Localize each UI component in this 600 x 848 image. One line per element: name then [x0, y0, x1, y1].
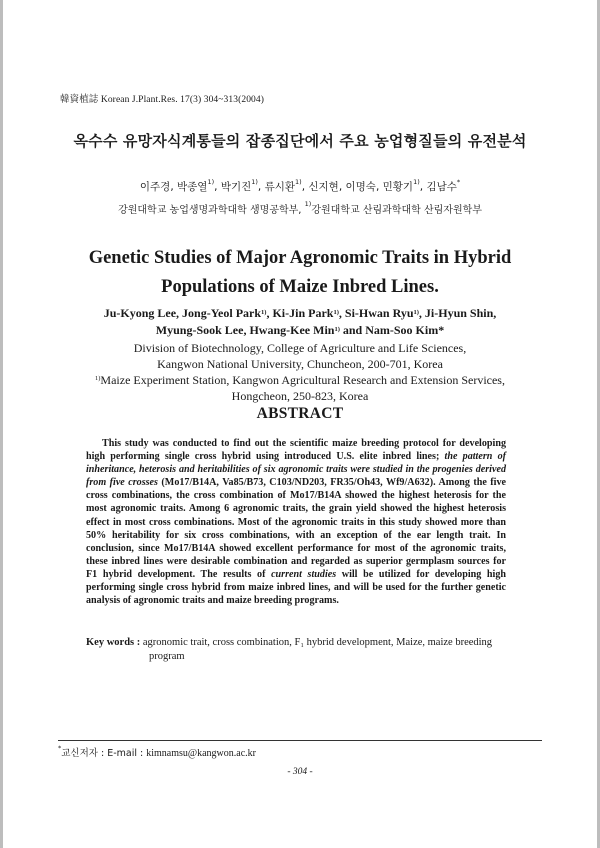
affiliation-line: Division of Biotechnology, College of Agriculture and Life Sciences, — [133, 341, 467, 355]
korean-affiliation-main: 강원대학교 농업생명과학대학 생명공학부, — [118, 205, 302, 216]
keywords-text: agronomic trait, cross combination, F₁ hybrid development, Maize, maize breeding — [140, 637, 493, 648]
affiliation-marker: 1) — [95, 375, 101, 382]
affiliation-marker: 1) — [334, 326, 340, 333]
english-title-line: Genetic Studies of Major Agronomic Traits in Hybrid — [88, 248, 512, 268]
english-title-line: Populations of Maize Inbred Lines. — [161, 277, 439, 297]
english-author: , Ji-Hyun Shin, — [418, 306, 497, 320]
korean-affiliation-second: 강원대학교 산림과학대학 산림자원학부 — [311, 205, 482, 216]
korean-authors: 이주경, 박종열$^{1)}$, 박기진$^{1)}$, 류시환$^{1)}$, 신지현, 이명숙, 민황기$^{1)}$, 김남수* — [139, 178, 461, 193]
korean-title: 옥수수 유망자식계통들의 잡종집단에서 주요 농업형질들의 유전분석 — [73, 132, 527, 150]
korean-author: 박기진 — [220, 181, 252, 193]
korean-author: 이주경 — [139, 181, 171, 193]
english-author: Jong-Yeol Park — [182, 306, 262, 320]
korean-author: 류시환 — [264, 181, 296, 193]
keywords-text: program — [149, 651, 185, 662]
affiliation-marker: 1) — [304, 200, 312, 208]
english-author: and Nam-Soo Kim* — [339, 323, 445, 337]
page-number: - 304 - — [287, 767, 313, 777]
korean-author: 박종열 — [177, 181, 208, 193]
affiliation-line: Hongcheon, 250-823, Korea — [231, 389, 369, 403]
corresponding-author-footnote — [58, 745, 256, 759]
scan-edge-left — [0, 0, 3, 848]
english-authors — [0, 305, 600, 339]
affiliation-text: Maize Experiment Station, Kangwon Agricultural Research and Extension Services, — [100, 373, 505, 387]
abstract-text: This study was conducted to find out the scientific maize breeding protocol for developing high performing single cross hybrid using introduced U.S. elite inbred lines; — [86, 438, 506, 463]
abstract-heading: ABSTRACT — [256, 405, 344, 422]
affiliation-marker: 1) — [251, 178, 258, 186]
abstract-text: (Mo17/B14A, Va85/B73, C103/ND203, FR35/Oh43, Wf9/A632). Among the five cross combinations, the cross combination of Mo17/B14A showed the highest heterosis for the most agronomic traits. Among 6 agronomic traits, the grain yield showed the highest heterosis effect in most cross combinations. Most of the agronomic traits in this study showed more than 50% heritability for six cross combinations, with an exception of the ear length trait. In conclusion, since Mo17/B14A showed excellent performance for most of the agronomic traits, these inbred lines were desirable combination and regarded as superior germplasm sources for F1 hybrid development. The results of — [86, 477, 506, 580]
affiliation-marker: 1) — [261, 309, 267, 316]
english-affiliation — [0, 340, 600, 404]
korean-affiliation — [0, 201, 600, 216]
footnote-label: 교신저자 : E-mail : — [61, 748, 147, 759]
korean-author: 신지현 — [308, 181, 339, 193]
affiliation-line: Kangwon National University, Chuncheon, 200-701, Korea — [157, 357, 443, 371]
abstract-text: will be utilized for developing high performing single cross hybrid from maize inbred lines, and will be used for the further genetic analysis of agronomic traits and maize breeding programs. — [86, 568, 506, 607]
affiliation-marker: 1) — [413, 178, 420, 186]
english-author: Myung-Sook Lee, Hwang-Kee Min — [155, 323, 335, 337]
affiliation-marker: 1) — [295, 178, 302, 186]
abstract-paragraph — [86, 437, 506, 607]
korean-author: 민황기 — [382, 181, 414, 193]
affiliation-line — [0, 372, 600, 388]
keywords-label: Key words : — [86, 637, 141, 648]
english-author: , Si-Hwan Ryu — [338, 306, 414, 320]
footnote-email: kimnamsu@kangwon.ac.kr — [146, 748, 256, 759]
english-authors-line — [0, 322, 600, 339]
english-author: , Ki-Jin Park — [266, 306, 334, 320]
footnote-marker: * — [58, 744, 62, 752]
abstract-body — [86, 437, 506, 607]
english-title — [0, 244, 600, 302]
journal-header: 韓資植誌 Korean J.Plant.Res. 17(3) 304~313(2004) — [60, 95, 265, 105]
abstract-text-italic: the pattern of inheritance, heterosis and heritabilities of six agronomic traits were studied in the progenies derived from five crosses — [86, 451, 506, 489]
abstract-text-italic: current studies — [271, 568, 337, 580]
korean-author: 김남수 — [426, 181, 457, 193]
affiliation-marker: 1) — [413, 309, 419, 316]
affiliation-marker: 1) — [333, 309, 339, 316]
english-authors-line — [0, 305, 600, 322]
keywords — [86, 636, 506, 664]
affiliation-marker: 1) — [207, 178, 215, 186]
footnote-divider — [58, 740, 542, 741]
korean-author: 이명숙 — [345, 181, 376, 193]
english-author: Ju-Kyong Lee, — [103, 306, 183, 320]
corresponding-marker: * — [456, 178, 461, 186]
